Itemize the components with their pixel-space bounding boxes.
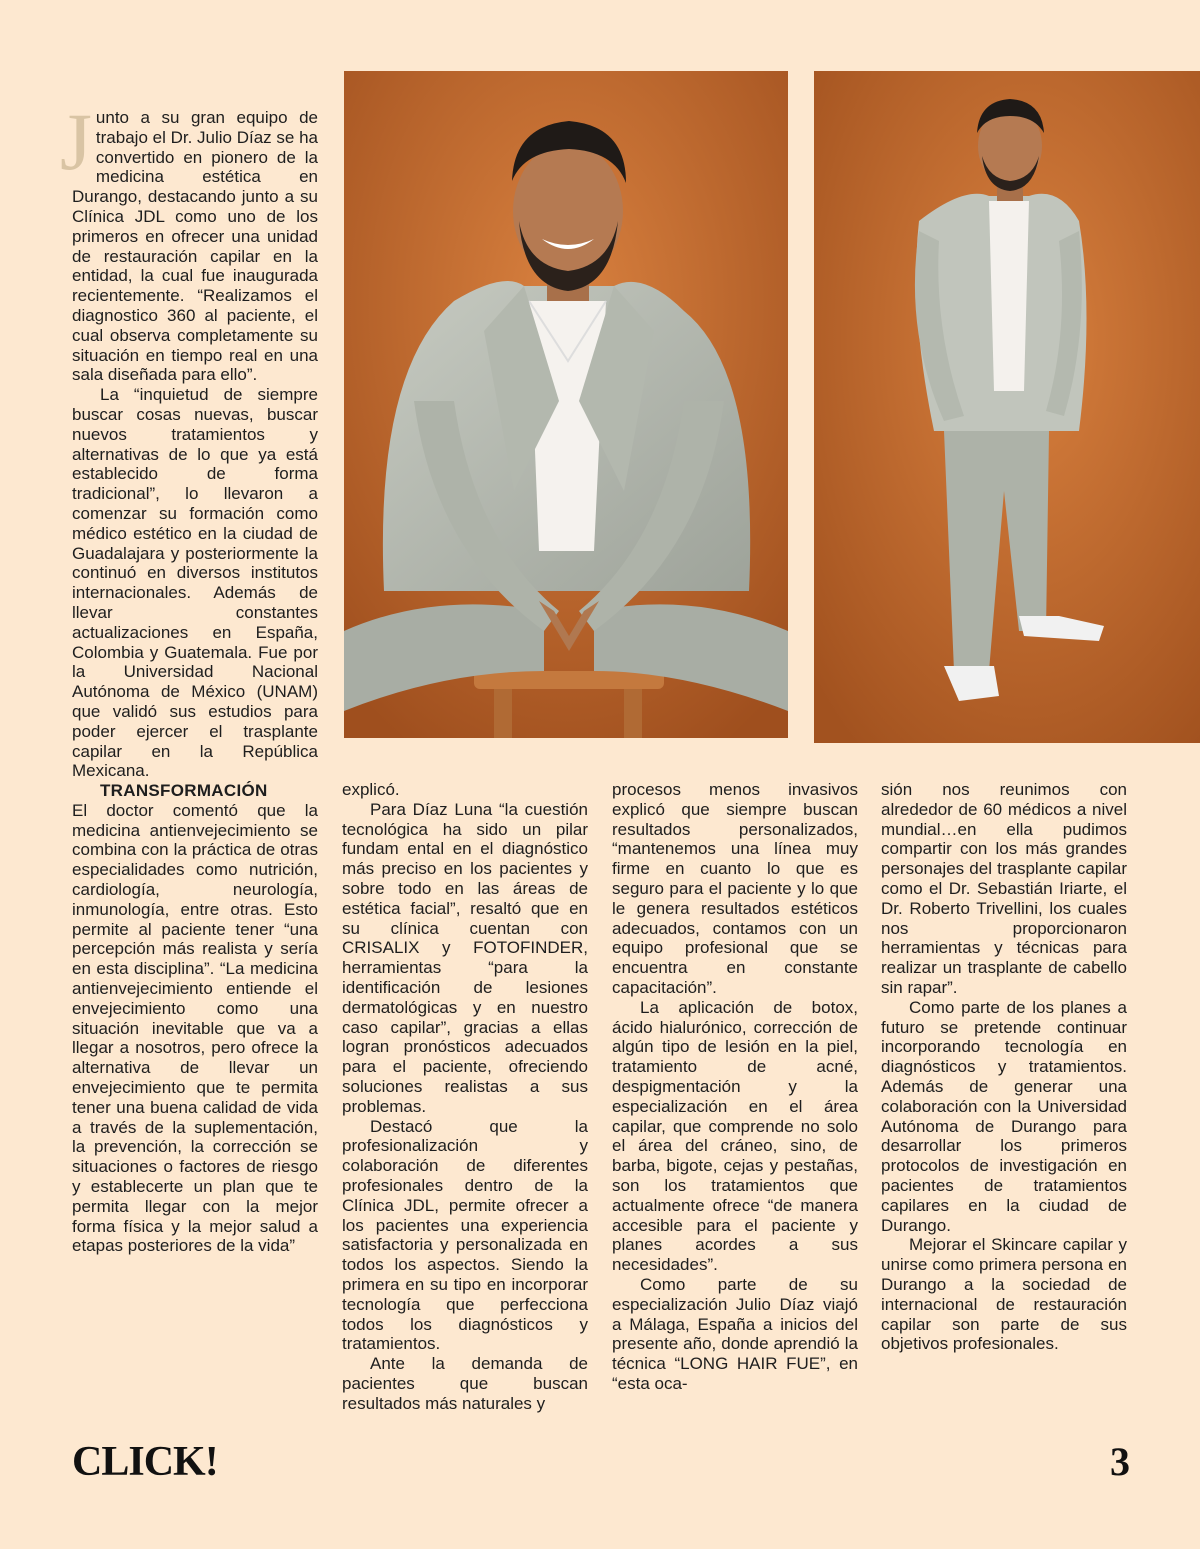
page-number: 3 — [1110, 1439, 1130, 1484]
article-column-2 — [342, 780, 588, 1414]
article-paragraph: Como parte de su especialización Julio Díaz viajó a Málaga, España a inicios del presente año, donde aprendió la técnica “LONG HAIR FUE”, en “esta oca- — [612, 1274, 858, 1393]
magazine-logo: CLICK! — [72, 1439, 218, 1485]
article-column-1 — [60, 96, 318, 1256]
article-paragraph: explicó. — [342, 780, 400, 799]
article-paragraph: Destacó que la profesionalización y colaboración de diferentes profesionales dentro de la Clínica JDL, permite ofrecer a los pacientes una experiencia satisfactoria y personalizada en todos los aspectos. Siendo la primera en su tipo en incorporar tecnología que perfecciona todos los diagnósticos y tratamientos. — [342, 1116, 588, 1354]
article-paragraph: Para Díaz Luna “la cuestión tecnológica ha sido un pilar fundam ental en el diagnóstico más preciso en los pacientes y sobre todo en las áreas de estética facial”, resaltó que en su clínica cuentan con CRISALIX y FOTOFINDER, herramientas “para la identificación de lesiones dermatológicas y en nuestro caso capilar”, gracias a ellas logran pronósticos adecuados para el paciente, ofreciendo soluciones realistas a sus problemas. — [342, 799, 588, 1116]
article-paragraph: Como parte de los planes a futuro se pretende continuar incorporando tecnología en diagnósticos y tratamientos. Además de generar una colaboración con la Universidad Autónoma de Durango para desarrollar los primeros protocolos de investigación en pacientes de tratamientos capilares en la ciudad de Durango. — [881, 997, 1127, 1235]
portrait-photo-standing — [814, 71, 1200, 743]
article-paragraph: procesos menos invasivos explicó que siempre buscan resultados personalizados, “mantenemos una línea muy firme en cuanto lo que es seguro para el paciente y lo que le genera resultados estéticos adecuados, contamos con un equipo profesional que se encuentra en constante capacitación”. — [612, 780, 858, 997]
article-paragraph: Ante la demanda de pacientes que buscan resultados más naturales y — [342, 1354, 588, 1413]
article-paragraph: sión nos reunimos con alrededor de 60 médicos a nivel mundial…en ella pudimos compartir con los más grandes personajes del trasplante capilar como el Dr. Sebastián Iriarte, el Dr. Roberto Trivellini, los cuales nos proporcionaron herramientas y técnicas para realizar un trasplante de cabello sin rapar”. — [881, 780, 1127, 997]
portrait-photo-seated — [344, 71, 788, 738]
article-column-3 — [612, 780, 858, 1394]
article-paragraph: La “inquietud de siempre buscar cosas nuevas, buscar nuevos tratamientos y alternativas de lo que ya está establecido de forma tradicional”, lo llevaron a comenzar su formación como médico estético en la ciudad de Guadalajara y posteriormente la continuó en diversos institutos internacionales. Además de llevar constantes actualizaciones en España, Colombia y Guatemala. Fue por la Universidad Nacional Autónoma de México (UNAM) que validó sus estudios para poder ejercer el trasplante capilar en la República Mexicana. — [72, 385, 318, 781]
article-paragraph: unto a su gran equipo de trabajo el Dr. Julio Díaz se ha convertido en pionero de la medicina estética en Durango, destacando junto a su Clínica JDL como uno de los primeros en ofrecer una unidad de restauración capilar en la entidad, la cual fue inaugurada recientemente. “Realizamos el diagnostico 360 al paciente, el cual observa completamente su situación en tiempo real en una sala diseñada para ello”. — [72, 108, 318, 385]
section-heading: TRANSFORMACIÓN — [100, 781, 268, 801]
article-paragraph: Mejorar el Skincare capilar y unirse como primera persona en Durango a la sociedad de internacional de restauración capilar son parte de sus objetivos profesionales. — [881, 1235, 1127, 1354]
article-column-4 — [881, 780, 1127, 1354]
drop-cap: J — [60, 96, 92, 187]
article-paragraph: La aplicación de botox, ácido hialurónico, corrección de algún tipo de lesión en la piel, tratamiento de acné, despigmentación y la especialización en el área capilar, que comprende no solo el área del cráneo, sino, de barba, bigote, cejas y pestañas, son los tratamientos que actualmente ofrece “de manera accesible para el paciente y planes acordes a sus necesidades”. — [612, 997, 858, 1275]
article-paragraph: El doctor comentó que la medicina antienvejecimiento se combina con la práctica de otras especialidades como nutrición, cardiología, neurología, inmunología, entre otras. Esto permite al paciente tener “una percepción más realista y sería en esta disciplina”. “La medicina antienvejecimiento entiende el envejecimiento como una situación inevitable que va a llegar a nosotros, pero ofrece la alternativa de llevar un envejecimiento que te permita tener una buena calidad de vida a través de la suplementación, la prevención, la corrección se situaciones o factores de riesgo y establecerte un plan que te permita llegar con la mejor forma física y la mejor salud a etapas posteriores de la vida” — [72, 800, 318, 1256]
